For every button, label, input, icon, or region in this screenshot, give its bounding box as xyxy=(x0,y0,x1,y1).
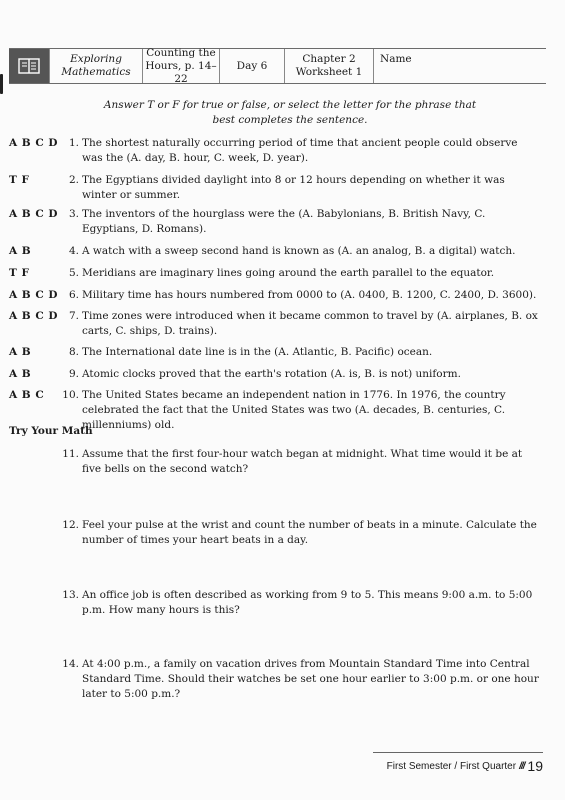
question-text: Time zones were introduced when it became common to travel by (A. airplanes, B. ox carts, C. ships, D. trains). xyxy=(82,310,538,337)
answer-options[interactable]: A B C xyxy=(9,389,45,401)
answer-options[interactable]: T F xyxy=(9,267,30,279)
question-number: 9. xyxy=(68,368,79,380)
name-label: Name xyxy=(380,53,412,65)
question-text: At 4:00 p.m., a family on vacation drives from Mountain Standard Time into Central Standard Time. Should their watches be set one hour earlier to 3:00 p.m. or one hour later to 5:00 p.m.? xyxy=(82,658,539,700)
question-number: 10. xyxy=(62,389,79,401)
answer-options[interactable]: A B C D xyxy=(9,310,58,322)
question-number: 3. xyxy=(68,208,79,220)
worksheet-header xyxy=(9,48,546,84)
question-text: The United States became an independent nation in 1776. In 1976, the country celebrated the fact that the United States was two (A. decades, B. centuries, C. millenniums) old. xyxy=(82,389,506,431)
question-number: 8. xyxy=(68,346,79,358)
question-number: 14. xyxy=(62,658,79,670)
question-item xyxy=(9,173,541,203)
name-field[interactable] xyxy=(373,49,546,83)
question-text: A watch with a sweep second hand is known as (A. an analog, B. a digital) watch. xyxy=(82,245,516,257)
instructions: Answer T or F for true or false, or select the letter for the phrase that best completes the sentence. xyxy=(103,99,477,126)
chapter-label: Chapter 2 Worksheet 1 xyxy=(284,49,373,83)
question-text: The inventors of the hourglass were the (A. Babylonians, B. British Navy, C. Egyptians, D. Romans). xyxy=(82,208,486,235)
math-question xyxy=(9,447,541,477)
question-item xyxy=(9,266,541,281)
question-item xyxy=(9,309,541,339)
question-text: The shortest naturally occurring period of time that ancient people could observe was the (A. day, B. hour, C. week, D. year). xyxy=(82,137,518,164)
question-text: Assume that the first four-hour watch began at midnight. What time would it be at five bells on the second watch? xyxy=(82,448,523,475)
question-item xyxy=(9,136,541,166)
page-number: 19 xyxy=(527,758,543,774)
question-number: 12. xyxy=(62,519,79,531)
answer-options[interactable]: T F xyxy=(9,174,30,186)
math-question xyxy=(9,657,541,702)
question-text: The International date line is in the (A. Atlantic, B. Pacific) ocean. xyxy=(82,346,433,358)
math-question xyxy=(9,588,541,618)
math-question xyxy=(9,518,541,548)
book-icon xyxy=(9,49,49,83)
question-text: Military time has hours numbered from 0000 to (A. 0400, B. 1200, C. 2400, D. 3600). xyxy=(82,289,537,301)
answer-options[interactable]: A B xyxy=(9,245,32,257)
question-number: 5. xyxy=(68,267,79,279)
question-text: Meridians are imaginary lines going around the earth parallel to the equator. xyxy=(82,267,495,279)
question-number: 13. xyxy=(62,589,79,601)
question-item xyxy=(9,207,541,237)
question-number: 1. xyxy=(68,137,79,149)
answer-options[interactable]: A B xyxy=(9,346,32,358)
section-title: Try Your Math xyxy=(9,425,93,437)
question-item xyxy=(9,288,541,303)
answer-options[interactable]: A B C D xyxy=(9,208,58,220)
footer-label: First Semester / First Quarter xyxy=(386,760,517,772)
question-number: 11. xyxy=(62,448,79,460)
answer-options[interactable]: A B C D xyxy=(9,137,58,149)
question-item xyxy=(9,367,541,382)
answer-options[interactable]: A B C D xyxy=(9,289,58,301)
page-footer xyxy=(373,752,543,774)
question-text: The Egyptians divided daylight into 8 or 12 hours depending on whether it was winter or summer. xyxy=(82,174,505,201)
footer-separator: /// xyxy=(519,760,525,772)
question-text: An office job is often described as working from 9 to 5. This means 9:00 a.m. to 5:00 p.m. How many hours is this? xyxy=(82,589,533,616)
answer-options[interactable]: A B xyxy=(9,368,32,380)
binder-hole-mark xyxy=(0,74,3,94)
question-text: Feel your pulse at the wrist and count the number of beats in a minute. Calculate the number of times your heart beats in a day. xyxy=(82,519,537,546)
question-text: Atomic clocks proved that the earth's rotation (A. is, B. is not) uniform. xyxy=(82,368,461,380)
lesson-topic: Counting the Hours, p. 14–22 xyxy=(142,49,219,83)
day-label: Day 6 xyxy=(219,49,284,83)
question-number: 2. xyxy=(68,174,79,186)
course-title: Exploring Mathematics xyxy=(49,49,142,83)
question-number: 4. xyxy=(68,245,79,257)
question-number: 6. xyxy=(68,289,79,301)
question-number: 7. xyxy=(68,310,79,322)
question-item xyxy=(9,345,541,360)
question-item xyxy=(9,244,541,259)
